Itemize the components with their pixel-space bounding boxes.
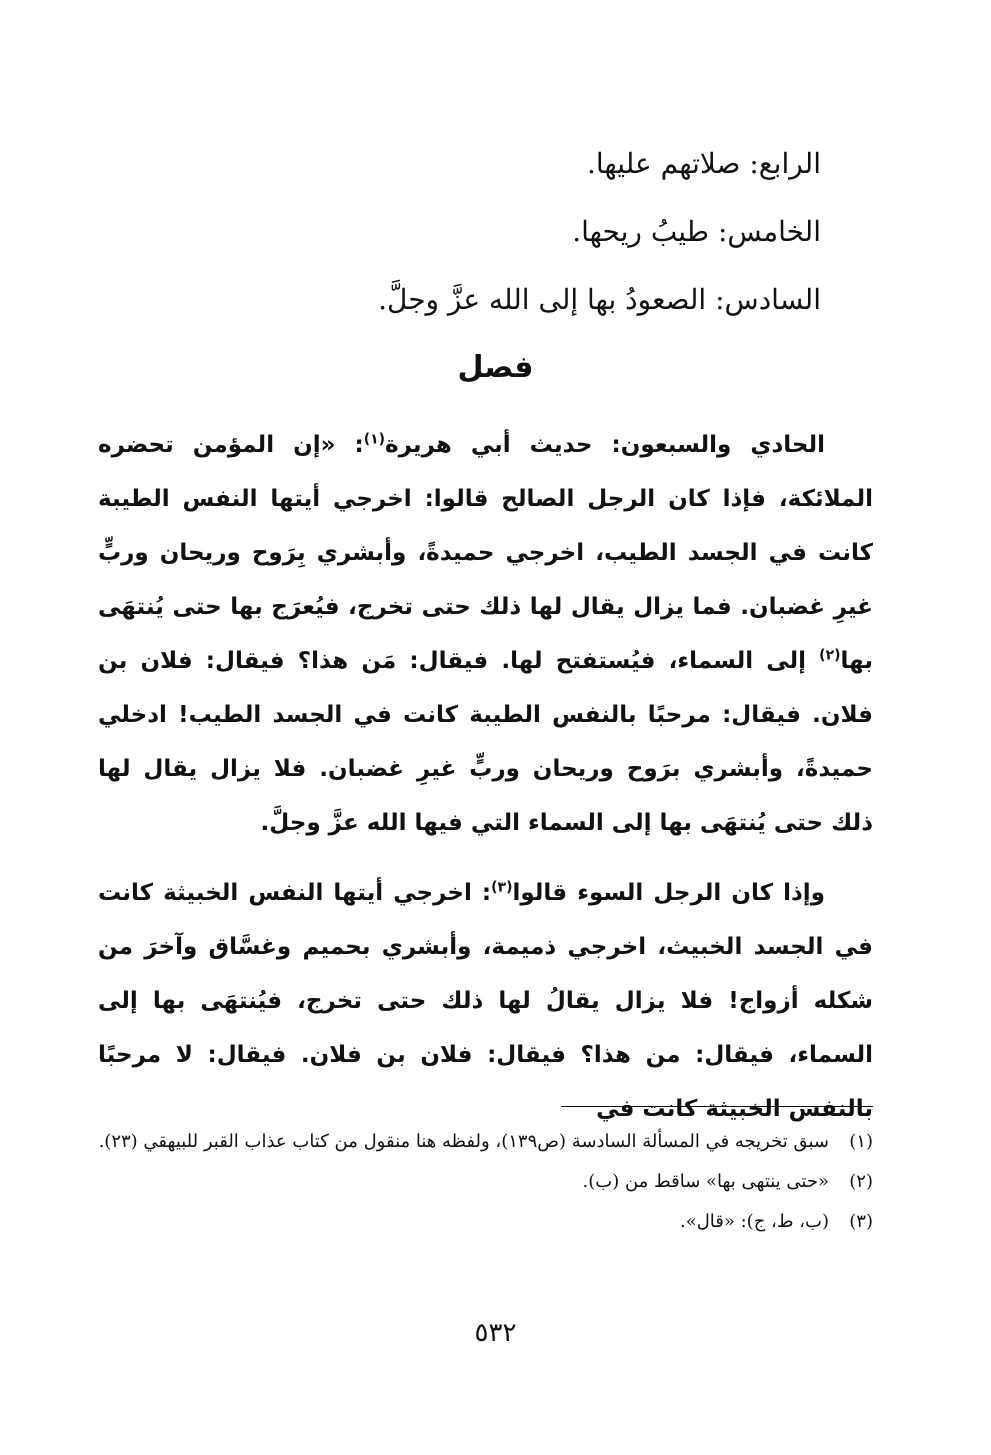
footnote-ref-1: (١) <box>363 431 386 448</box>
footnote-text: (ب، ط، ج): «قال». <box>679 1211 829 1232</box>
footnote-item <box>98 1122 873 1162</box>
footnote-number: (٣) <box>849 1211 873 1232</box>
paragraph-hadith-part-b: : «إن المؤمن تحضره الملائكة، فإذا كان الرجل الصالح قالوا: اخرجي أيتها النفس الطيبة كانت في الجسد الطيب، اخرجي حميدةً، وأبشري بِرَوح وريحان وربٍّ غيرِ غضبان. فما يزال يقال لها ذلك حتى تخرج، فيُعرَج بها حتى يُنتهَى بها <box>98 432 873 674</box>
paragraph-hadith <box>98 418 873 850</box>
footnote-item <box>98 1162 873 1202</box>
footnote-text: سبق تخريجه في المسألة السادسة (ص١٣٩)، ولفظه هنا منقول من كتاب عذاب القبر للبيهقي (٢٣). <box>98 1131 829 1152</box>
footnote-number: (١) <box>849 1131 873 1152</box>
main-text <box>98 418 873 1136</box>
footnotes <box>98 1122 873 1242</box>
footnote-number: (٢) <box>849 1171 873 1192</box>
page-number: ٥٣٢ <box>474 1318 517 1348</box>
footnote-text: «حتى ينتهى بها» ساقط من (ب). <box>582 1171 829 1192</box>
footnote-divider <box>561 1106 873 1107</box>
paragraph-evil-soul-part-b: : اخرجي أيتها النفس الخبيثة كانت في الجسد الخبيث، اخرجي ذميمة، وأبشري بحميم وغسَّاق وآخرَ من شكله أزواج! فلا يزال يقالُ لها ذلك حتى تخرج، فيُنتهَى بها إلى السماء، فيقال: من هذا؟ فيقال: فلان بن فلان. فيقال: لا مرحبًا بالنفس الخبيثة كانت في <box>98 880 873 1122</box>
footnote-item <box>98 1202 873 1242</box>
intro-line-sixth: السادس: الصعودُ بها إلى الله عزَّ وجلَّ. <box>378 283 821 316</box>
intro-line-fourth: الرابع: صلاتهم عليها. <box>586 147 821 180</box>
paragraph-hadith-part-a: الحادي والسبعون: حديث أبي هريرة <box>385 432 825 458</box>
intro-line-fifth: الخامس: طيبُ ريحها. <box>572 215 821 248</box>
intro-list <box>171 130 821 334</box>
paragraph-evil-soul <box>98 866 873 1136</box>
paragraph-hadith-part-c: إلى السماء، فيُستفتح لها. فيقال: مَن هذا؟ فيقال: فلان بن فلان. فيقال: مرحبًا بالنفس الطيبة كانت في الجسد الطيب! ادخلي حميدةً، وأبشري برَوح وريحان وربٍّ غيرِ غضبان. فلا يزال يقال لها ذلك حتى يُنتهَى بها إلى السماء التي فيها الله عزَّ وجلَّ. <box>98 648 873 836</box>
paragraph-evil-soul-part-a: وإذا كان الرجل السوء قالوا <box>512 880 825 906</box>
footnote-ref-2: (٢) <box>819 647 841 664</box>
section-heading: فصل <box>457 350 534 385</box>
footnote-ref-3: (٣) <box>491 879 513 896</box>
